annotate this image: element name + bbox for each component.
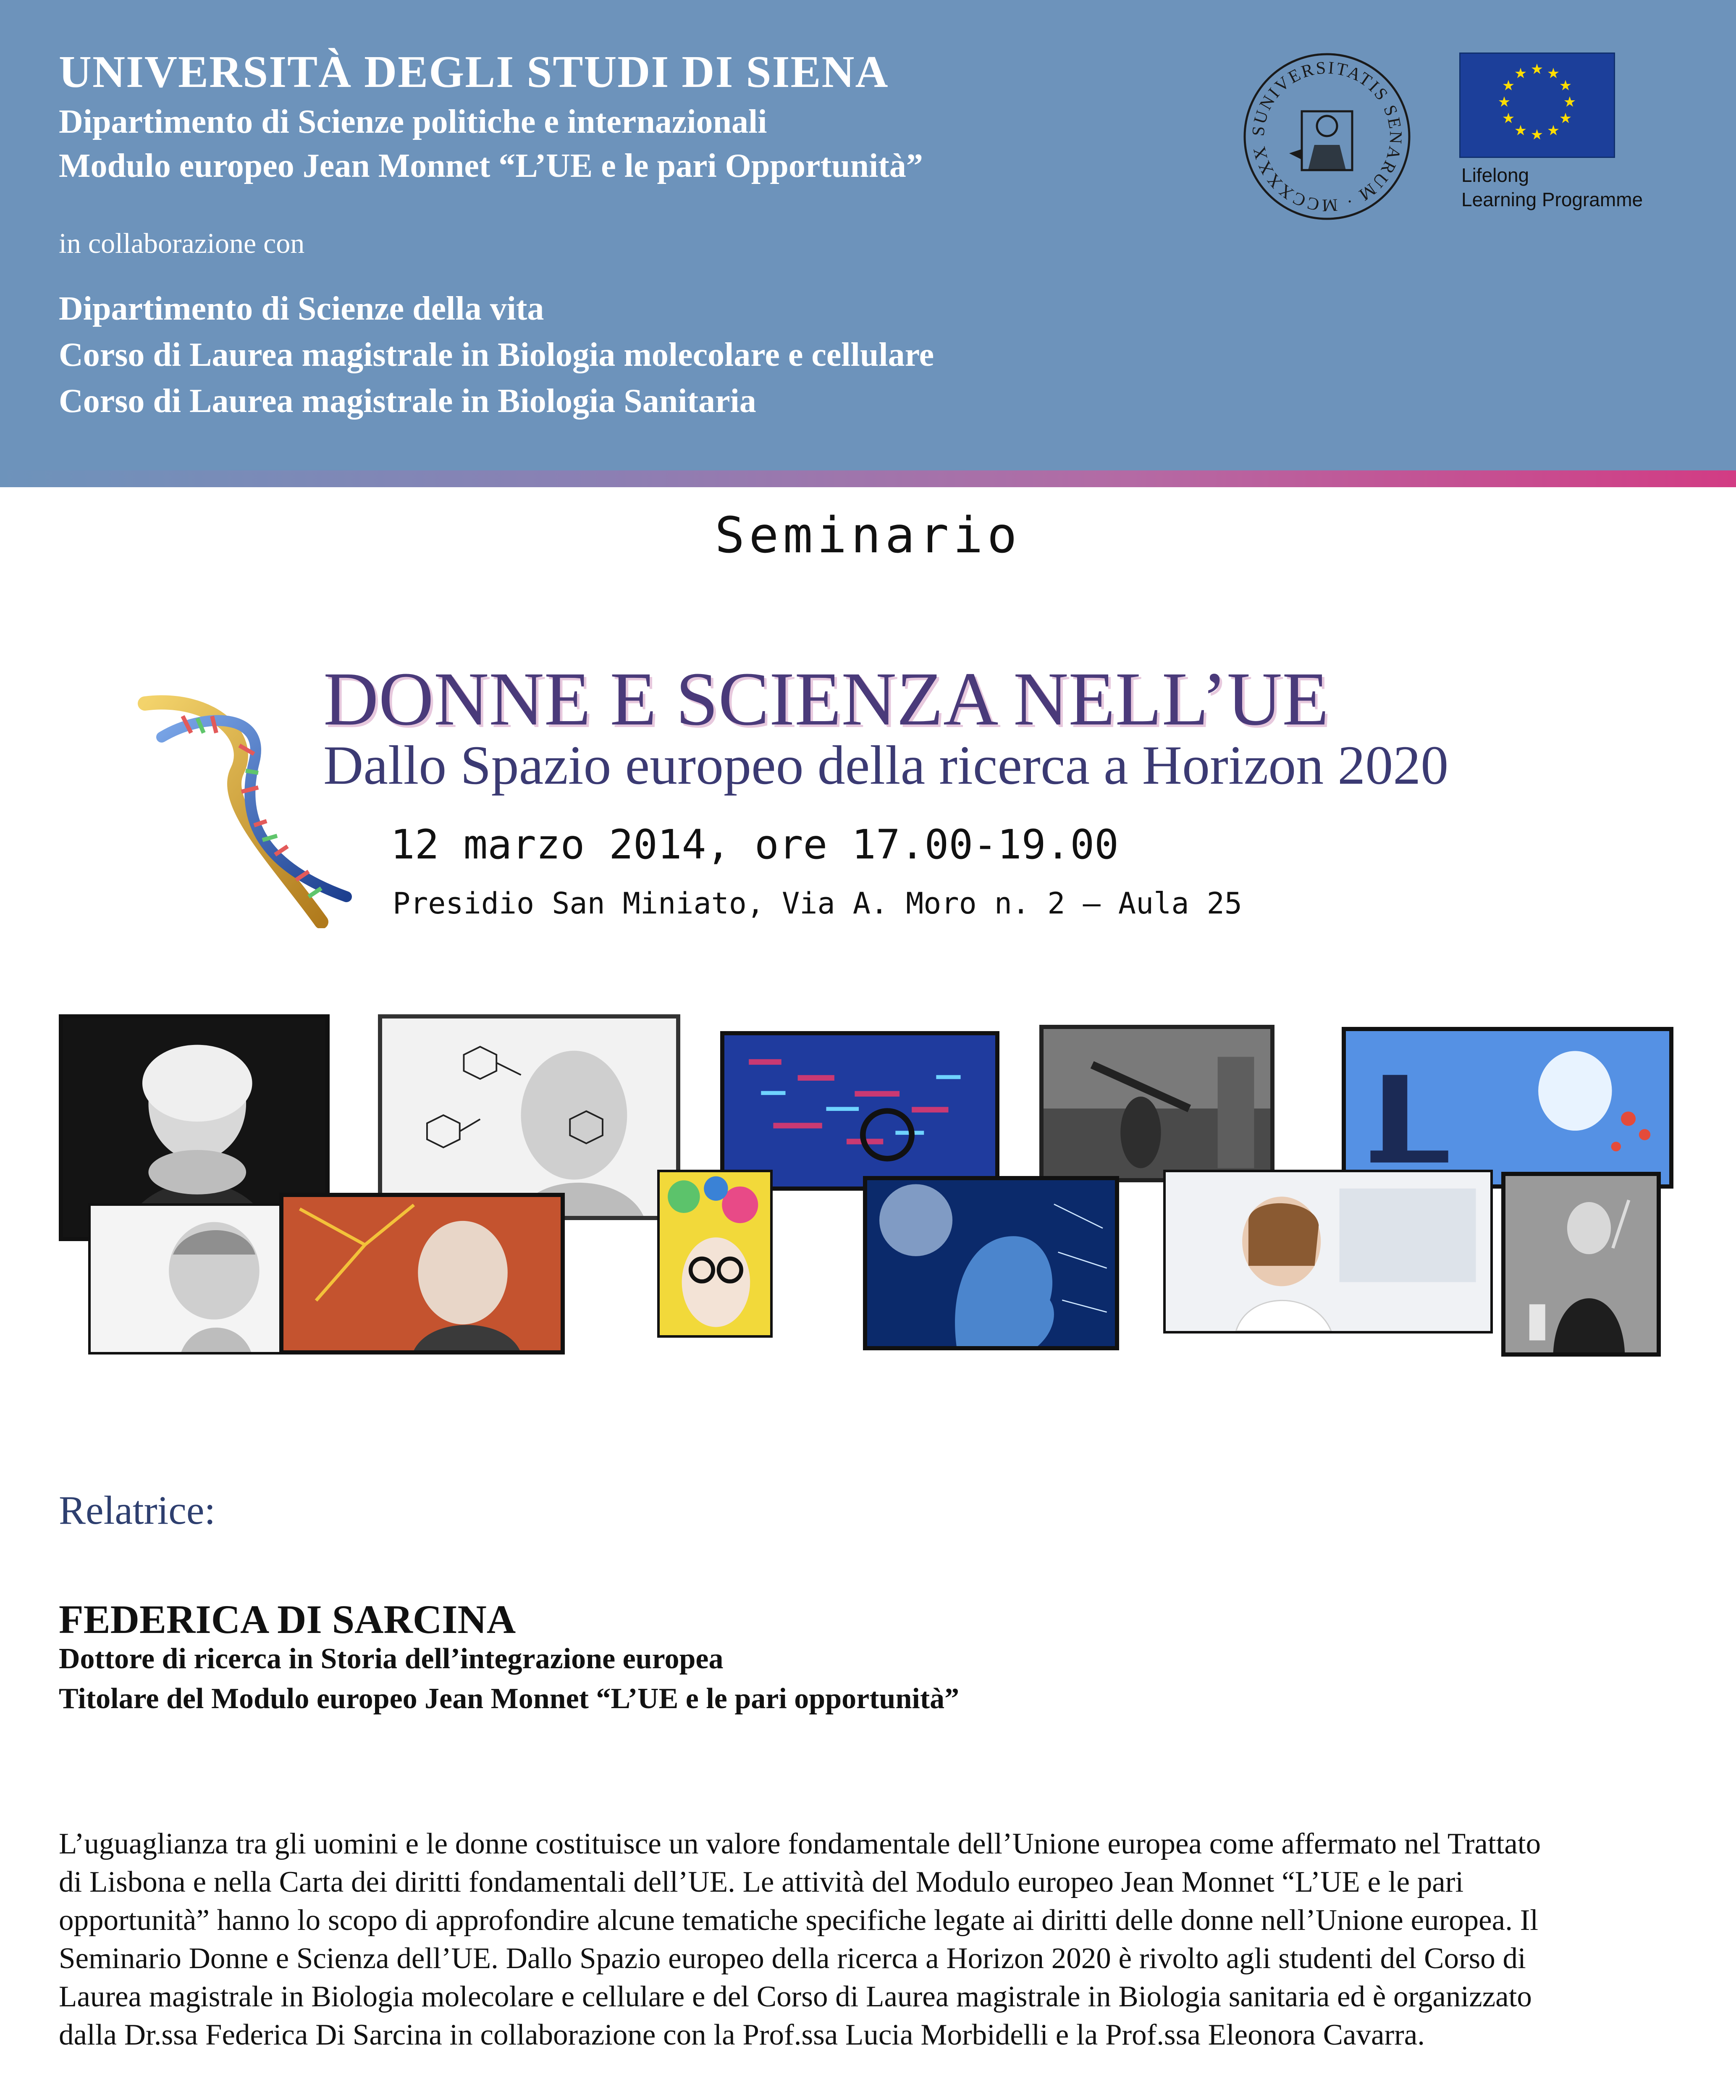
photo-pop-art-woman bbox=[657, 1170, 773, 1338]
photo-digital-head bbox=[863, 1176, 1119, 1350]
department-name: Dipartimento di Scienze politiche e internazionali bbox=[59, 103, 767, 140]
photo-data-grid bbox=[720, 1031, 999, 1191]
seminar-description: L’uguaglianza tra gli uomini e le donne costituisce un valore fondamentale dell’Unione europea come affermato nel Trattato di Lisbona e nella Carta dei diritti fondamentali dell’UE. Le attività del Modulo europeo Jean Monnet “L’UE e le pari opportunità” hanno lo scopo di approfondire alcune tematiche specifiche legate ai diritti delle donne nell’Unione europea. Il Seminario Donne e Scienza dell’UE. Dallo Spazio europeo della ricerca a Horizon 2020 è rivolto agli studenti del Corso di Laurea magistrale in Biologia molecolare e cellulare e del Corso di Laurea magistrale in Biologia sanitaria ed è organizzato dalla Dr.ssa Federica Di Sarcina in collaborazione con la Prof.ssa Lucia Morbidelli e la Prof.ssa Eleonora Cavarra. bbox=[59, 1827, 1541, 2051]
university-title: UNIVERSITÀ DEGLI STUDI DI SIENA bbox=[59, 47, 889, 97]
svg-text:★: ★ bbox=[1559, 77, 1572, 94]
speaker-role-chair: Titolare del Modulo europeo Jean Monnet “L’UE e le pari opportunità” bbox=[59, 1683, 960, 1715]
event-title: DONNE E SCIENZA NELL’UE bbox=[323, 657, 1329, 741]
svg-text:★: ★ bbox=[1530, 126, 1544, 143]
svg-text:★: ★ bbox=[1497, 94, 1511, 110]
university-seal-logo bbox=[1239, 48, 1415, 225]
eu-caption-line2: Learning Programme bbox=[1461, 189, 1643, 210]
eu-flag-logo bbox=[1459, 52, 1615, 158]
photo-chemistry-formula bbox=[378, 1014, 680, 1220]
photo-lab-microscope bbox=[1342, 1027, 1673, 1189]
seal-text: SUNIVERSITATIS SENARUM · MCCXXXX bbox=[1248, 58, 1406, 215]
photo-woman-in-lab bbox=[1163, 1170, 1493, 1334]
svg-text:★: ★ bbox=[1502, 77, 1515, 94]
svg-text:★: ★ bbox=[1547, 122, 1560, 139]
svg-text:★: ★ bbox=[1514, 65, 1527, 82]
speaker-role-phd: Dottore di ricerca in Storia dell’integrazione europea bbox=[59, 1643, 724, 1675]
svg-text:★: ★ bbox=[1514, 122, 1527, 139]
svg-text:★: ★ bbox=[1547, 65, 1560, 82]
eu-caption-line1: Lifelong bbox=[1461, 164, 1529, 186]
photo-marie-curie bbox=[1501, 1172, 1661, 1357]
svg-text:★: ★ bbox=[1559, 110, 1572, 127]
svg-text:★: ★ bbox=[1502, 110, 1515, 127]
partner-department: Dipartimento di Scienze della vita bbox=[59, 290, 544, 327]
photo-smiling-scientist bbox=[279, 1193, 565, 1354]
module-name: Modulo europeo Jean Monnet “L’UE e le pari Opportunità” bbox=[59, 147, 923, 184]
collaboration-label: in collaborazione con bbox=[59, 227, 305, 259]
event-type: Seminario bbox=[715, 506, 1021, 564]
event-subtitle: Dallo Spazio europeo della ricerca a Horizon 2020 bbox=[323, 734, 1449, 796]
course-molecular-biology: Corso di Laurea magistrale in Biologia molecolare e cellulare bbox=[59, 336, 934, 373]
speaker-label: Relatrice: bbox=[59, 1488, 216, 1533]
lifelong-learning-caption bbox=[1461, 163, 1643, 212]
header-gradient-stripe bbox=[0, 470, 1736, 487]
svg-text:★: ★ bbox=[1530, 61, 1544, 78]
event-datetime: 12 marzo 2014, ore 17.00-19.00 bbox=[391, 821, 1119, 868]
speaker-name: FEDERICA DI SARCINA bbox=[59, 1597, 516, 1642]
course-health-biology: Corso di Laurea magistrale in Biologia Sanitaria bbox=[59, 383, 756, 420]
event-location: Presidio San Miniato, Via A. Moro n. 2 – Aula 25 bbox=[393, 886, 1242, 921]
photo-observatory bbox=[1039, 1025, 1274, 1182]
svg-text:★: ★ bbox=[1563, 94, 1576, 110]
